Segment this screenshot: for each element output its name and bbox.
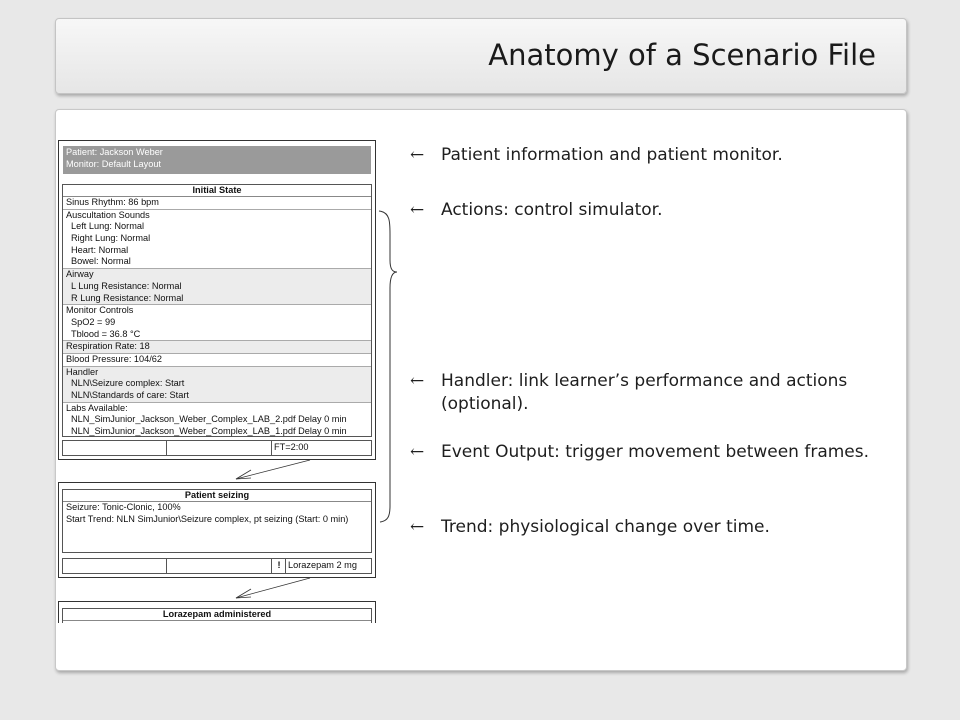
frame-connectors xyxy=(58,140,378,623)
curly-brace xyxy=(376,208,406,528)
footer-time: FT=2:00 xyxy=(271,441,371,455)
connector-arrowhead-1 xyxy=(236,470,251,479)
state-row: Heart: Normal xyxy=(71,244,129,255)
left-arrow-icon: ← xyxy=(410,442,425,462)
bullet-text: Actions: control simulator. xyxy=(441,200,663,220)
state-row: SpO2 = 99 xyxy=(71,316,116,327)
left-arrow-icon: ← xyxy=(410,371,425,391)
footer-flag: ! xyxy=(271,559,286,573)
state-row: Labs Available: xyxy=(63,402,371,415)
state-row: Monitor Controls xyxy=(63,304,371,317)
monitor-line: Monitor: Default Layout xyxy=(66,158,161,169)
bullet-text: Event Output: trigger movement between frames. xyxy=(441,442,870,462)
state-row: Right Lung: Normal xyxy=(71,233,151,244)
scenario-screenshot xyxy=(58,140,378,623)
state-row: Blood Pressure: 104/62 xyxy=(63,353,371,366)
left-arrow-icon: ← xyxy=(410,200,425,220)
footer-action: Lorazepam 2 mg xyxy=(285,559,371,573)
state-row: L Lung Resistance: Normal xyxy=(63,281,371,293)
connector-arrow-1 xyxy=(236,460,310,479)
connector-arrowhead-2 xyxy=(236,589,251,598)
state-row: Auscultation Sounds xyxy=(63,209,371,222)
bullet-text: Trend: physiological change over time. xyxy=(441,517,770,537)
state-row: Respiration Rate: 18 xyxy=(63,340,371,353)
left-arrow-icon: ← xyxy=(410,145,425,165)
title-bar xyxy=(55,18,907,94)
state-row: Bowel: Normal xyxy=(71,256,131,267)
seizing-title: Patient seizing xyxy=(63,490,371,502)
state-row: Left Lung: Normal xyxy=(71,221,145,232)
state-row: NLN_SimJunior_Jackson_Weber_Complex_LAB_1.pdf Delay 0 min xyxy=(71,426,347,437)
bullet-text: Handler: link learner’s performance and actions (optional). xyxy=(441,371,848,414)
state-row: Airway xyxy=(63,268,371,281)
bullet-text: Patient information and patient monitor. xyxy=(441,145,783,165)
left-arrow-icon: ← xyxy=(410,517,425,537)
state-row: Tblood = 36.8 °C xyxy=(71,328,141,339)
state-row: NLN\Standards of care: Start xyxy=(63,390,371,402)
state-title: Initial State xyxy=(63,185,371,197)
seizing-row: Start Trend: NLN SimJunior\Seizure complex, pt seizing (Start: 0 min) xyxy=(66,513,349,524)
state-row: R Lung Resistance: Normal xyxy=(63,293,371,305)
state-row: Sinus Rhythm: 86 bpm xyxy=(66,197,159,207)
lorazepam-title: Lorazepam administered xyxy=(63,609,371,621)
state-row: NLN_SimJunior_Jackson_Weber_Complex_LAB_2.pdf Delay 0 min xyxy=(71,414,347,425)
state-row: NLN\Seizure complex: Start xyxy=(63,378,371,390)
seizing-row: Seizure: Tonic-Clonic, 100% xyxy=(66,502,181,512)
slide-title: Anatomy of a Scenario File xyxy=(488,38,876,72)
brace-path xyxy=(379,211,397,522)
state-row: Handler xyxy=(63,366,371,379)
patient-line: Patient: Jackson Weber xyxy=(66,147,163,157)
connector-arrow-2 xyxy=(236,578,310,598)
